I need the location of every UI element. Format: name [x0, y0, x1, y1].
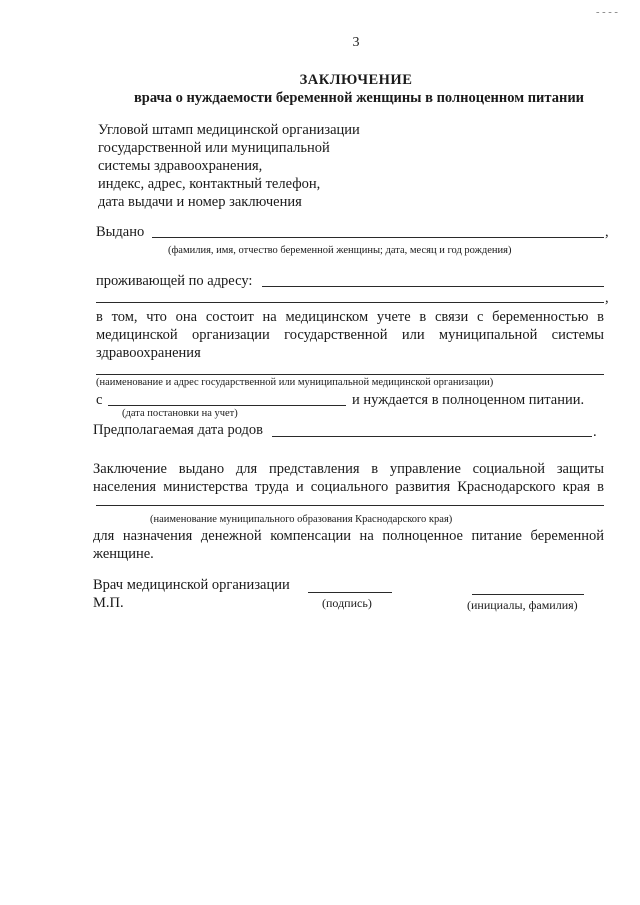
municipality-field[interactable]	[96, 505, 604, 506]
due-date-period: .	[593, 424, 597, 440]
document-subtitle: врача о нуждаемости беременной женщины в полноценном питании	[133, 90, 585, 106]
organization-hint: (наименование и адрес государственной или муниципальной медицинской организации)	[96, 377, 494, 388]
initials-field[interactable]	[472, 594, 584, 595]
stamp-line: Угловой штамп медицинской организации	[98, 122, 360, 138]
signature-field[interactable]	[308, 592, 392, 593]
registration-date-field[interactable]	[108, 405, 346, 406]
address-label: проживающей по адресу:	[96, 273, 253, 289]
issued-to-field[interactable]	[152, 237, 604, 238]
stamp-line: системы здравоохранения,	[98, 158, 263, 174]
document-title: ЗАКЛЮЧЕНИЕ	[299, 72, 413, 88]
address-field-line1[interactable]	[262, 286, 604, 287]
address-field-line2[interactable]	[96, 302, 604, 303]
issued-hint: (фамилия, имя, отчество беременной женщины; дата, месяц и год рождения)	[168, 245, 512, 256]
initials-hint: (инициалы, фамилия)	[467, 598, 578, 612]
seal-label: М.П.	[93, 595, 124, 611]
municipality-hint: (наименование муниципального образования Краснодарского края)	[150, 514, 453, 525]
stamp-line: государственной или муниципальной	[98, 140, 330, 156]
signature-hint: (подпись)	[322, 596, 372, 610]
registration-line: в том, что она состоит на медицинском учете в связи с беременностью в	[96, 309, 604, 325]
purpose-line: населения министерства труда и социального развития Краснодарского края в	[93, 479, 604, 495]
issued-comma: ,	[605, 224, 609, 240]
address-comma: ,	[605, 290, 609, 306]
due-date-label: Предполагаемая дата родов	[93, 422, 264, 438]
needs-nutrition-text: и нуждается в полноценном питании.	[352, 392, 585, 408]
corner-mark: - - - -	[596, 7, 618, 18]
issued-label: Выдано	[96, 224, 145, 240]
purpose-line: Заключение выдано для представления в управление социальной защиты	[93, 461, 604, 477]
compensation-line: женщине.	[93, 546, 154, 562]
due-date-field[interactable]	[272, 436, 592, 437]
since-prefix: с	[96, 392, 103, 408]
registration-date-hint: (дата постановки на учет)	[122, 408, 238, 419]
organization-field[interactable]	[96, 374, 604, 375]
compensation-line: для назначения денежной компенсации на полноценное питание беременной	[93, 528, 604, 544]
registration-line: здравоохранения	[96, 345, 201, 361]
stamp-line: дата выдачи и номер заключения	[98, 194, 302, 210]
page-number: 3	[352, 35, 360, 50]
registration-line: медицинской организации государственной или муниципальной системы	[96, 327, 604, 343]
doctor-label: Врач медицинской организации	[93, 577, 290, 593]
stamp-line: индекс, адрес, контактный телефон,	[98, 176, 321, 192]
